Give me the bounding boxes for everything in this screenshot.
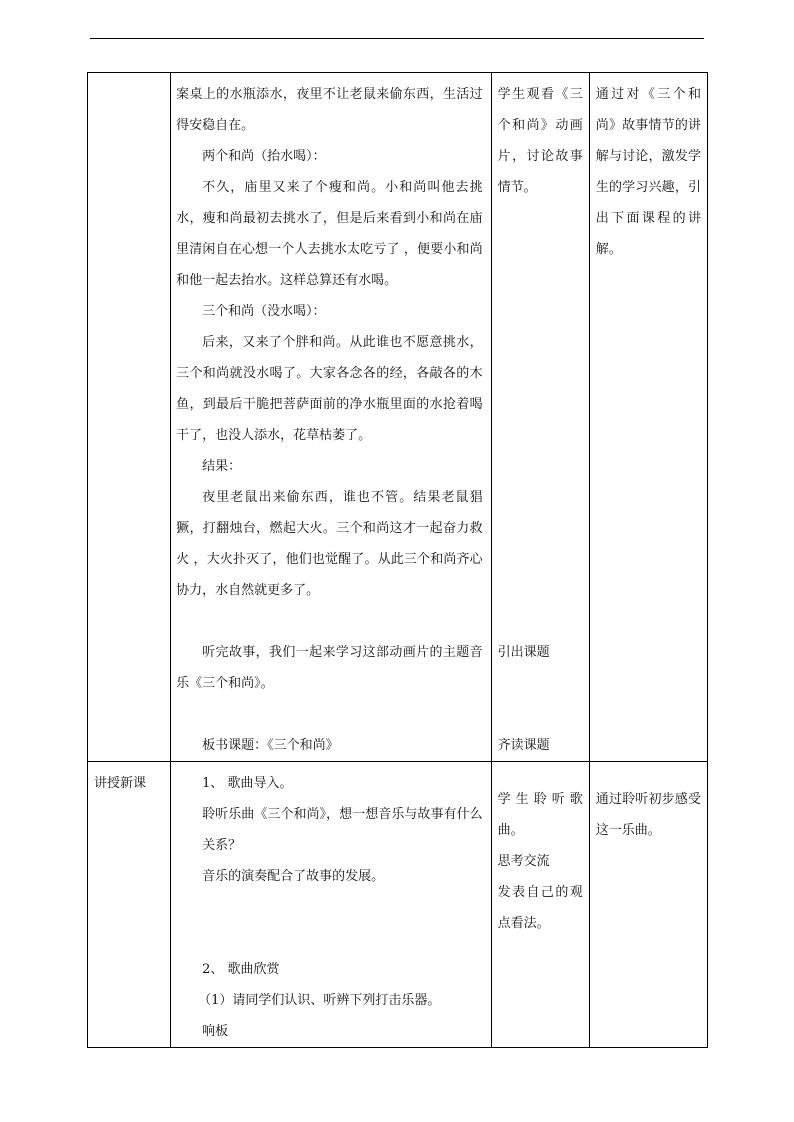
student-activity-cell	[491, 762, 589, 1048]
teacher-text: （1）请同学们认识、听辨下列打击乐器。	[198, 993, 441, 1008]
student-activity-text: 学生观看《三个和尚》动画片，讨论故事情节。	[497, 87, 583, 195]
teacher-text: 响板	[202, 1024, 229, 1039]
story-heading: 三个和尚（没水喝）：	[202, 304, 326, 319]
teacher-activity-cell	[171, 73, 492, 762]
design-intent-text: 通过聆听初步感受这一乐曲。	[595, 792, 701, 838]
teacher-activity-cell	[171, 762, 492, 1048]
board-title-line: 板书课题：《三个和尚》	[202, 738, 339, 753]
step-heading: 2、 歌曲欣赏	[202, 962, 280, 977]
stage-cell	[88, 762, 171, 1048]
story-paragraph: 案桌上的水瓶添水，夜里不让老鼠来偷东西，生活过得安稳自在。	[176, 87, 483, 133]
student-activity-text: 引出课题	[497, 645, 550, 660]
lesson-plan-table	[87, 72, 708, 1048]
student-activity-text: 齐读课题	[497, 738, 550, 753]
student-activity-text: 学 生 聆 听 歌曲。	[497, 792, 583, 838]
design-intent-cell	[589, 762, 707, 1048]
design-intent-cell	[589, 73, 707, 762]
story-heading: 结果：	[202, 459, 242, 474]
story-paragraph: 不久，庙里又来了个瘦和尚。小和尚叫他去挑水，瘦和尚最初去挑水了，但是后来看到小和尚在庙里清闲自在心想一个人去挑水太吃亏了 ，便要小和尚和他一起去抬水。这样总算还有水喝。	[176, 180, 483, 288]
student-activity-text: 思考交流	[497, 854, 550, 869]
teacher-text: 聆听乐曲《三个和尚》，想一想音乐与故事有什么关系？	[202, 807, 483, 853]
teacher-text: 音乐的演奏配合了故事的发展。	[202, 869, 385, 884]
table-row	[88, 762, 708, 1048]
table-row	[88, 73, 708, 762]
student-activity-cell	[491, 73, 589, 762]
transition-paragraph: 听完故事，我们一起来学习这部动画片的主题音乐《三个和尚》。	[176, 645, 483, 691]
story-paragraph: 夜里老鼠出来偷东西，谁也不管。结果老鼠猖獗，打翻烛台，燃起大火。三个和尚这才一起奋力救火 ，大火扑灭了，他们也觉醒了。从此三个和尚齐心协力，水自然就更多了。	[176, 490, 483, 598]
header-rule	[90, 38, 704, 39]
step-heading: 1、 歌曲导入。	[202, 776, 293, 791]
story-paragraph: 后来，又来了个胖和尚。从此谁也不愿意挑水，三个和尚就没水喝了。大家各念各的经，各敲各的木鱼，到最后干脆把菩萨面前的净水瓶里面的水抢着喝干了，也没人添水，花草枯萎了。	[176, 335, 483, 443]
stage-label: 讲授新课	[94, 776, 147, 791]
stage-label	[88, 73, 170, 79]
story-heading: 两个和尚（抬水喝）：	[202, 149, 326, 164]
design-intent-text: 通过对《三个和尚》故事情节的讲解与讨论，激发学生的学习兴趣，引出下面课程的讲解。	[595, 87, 701, 257]
student-activity-text: 发表自己的观点看法。	[497, 885, 583, 931]
stage-cell	[88, 73, 171, 762]
